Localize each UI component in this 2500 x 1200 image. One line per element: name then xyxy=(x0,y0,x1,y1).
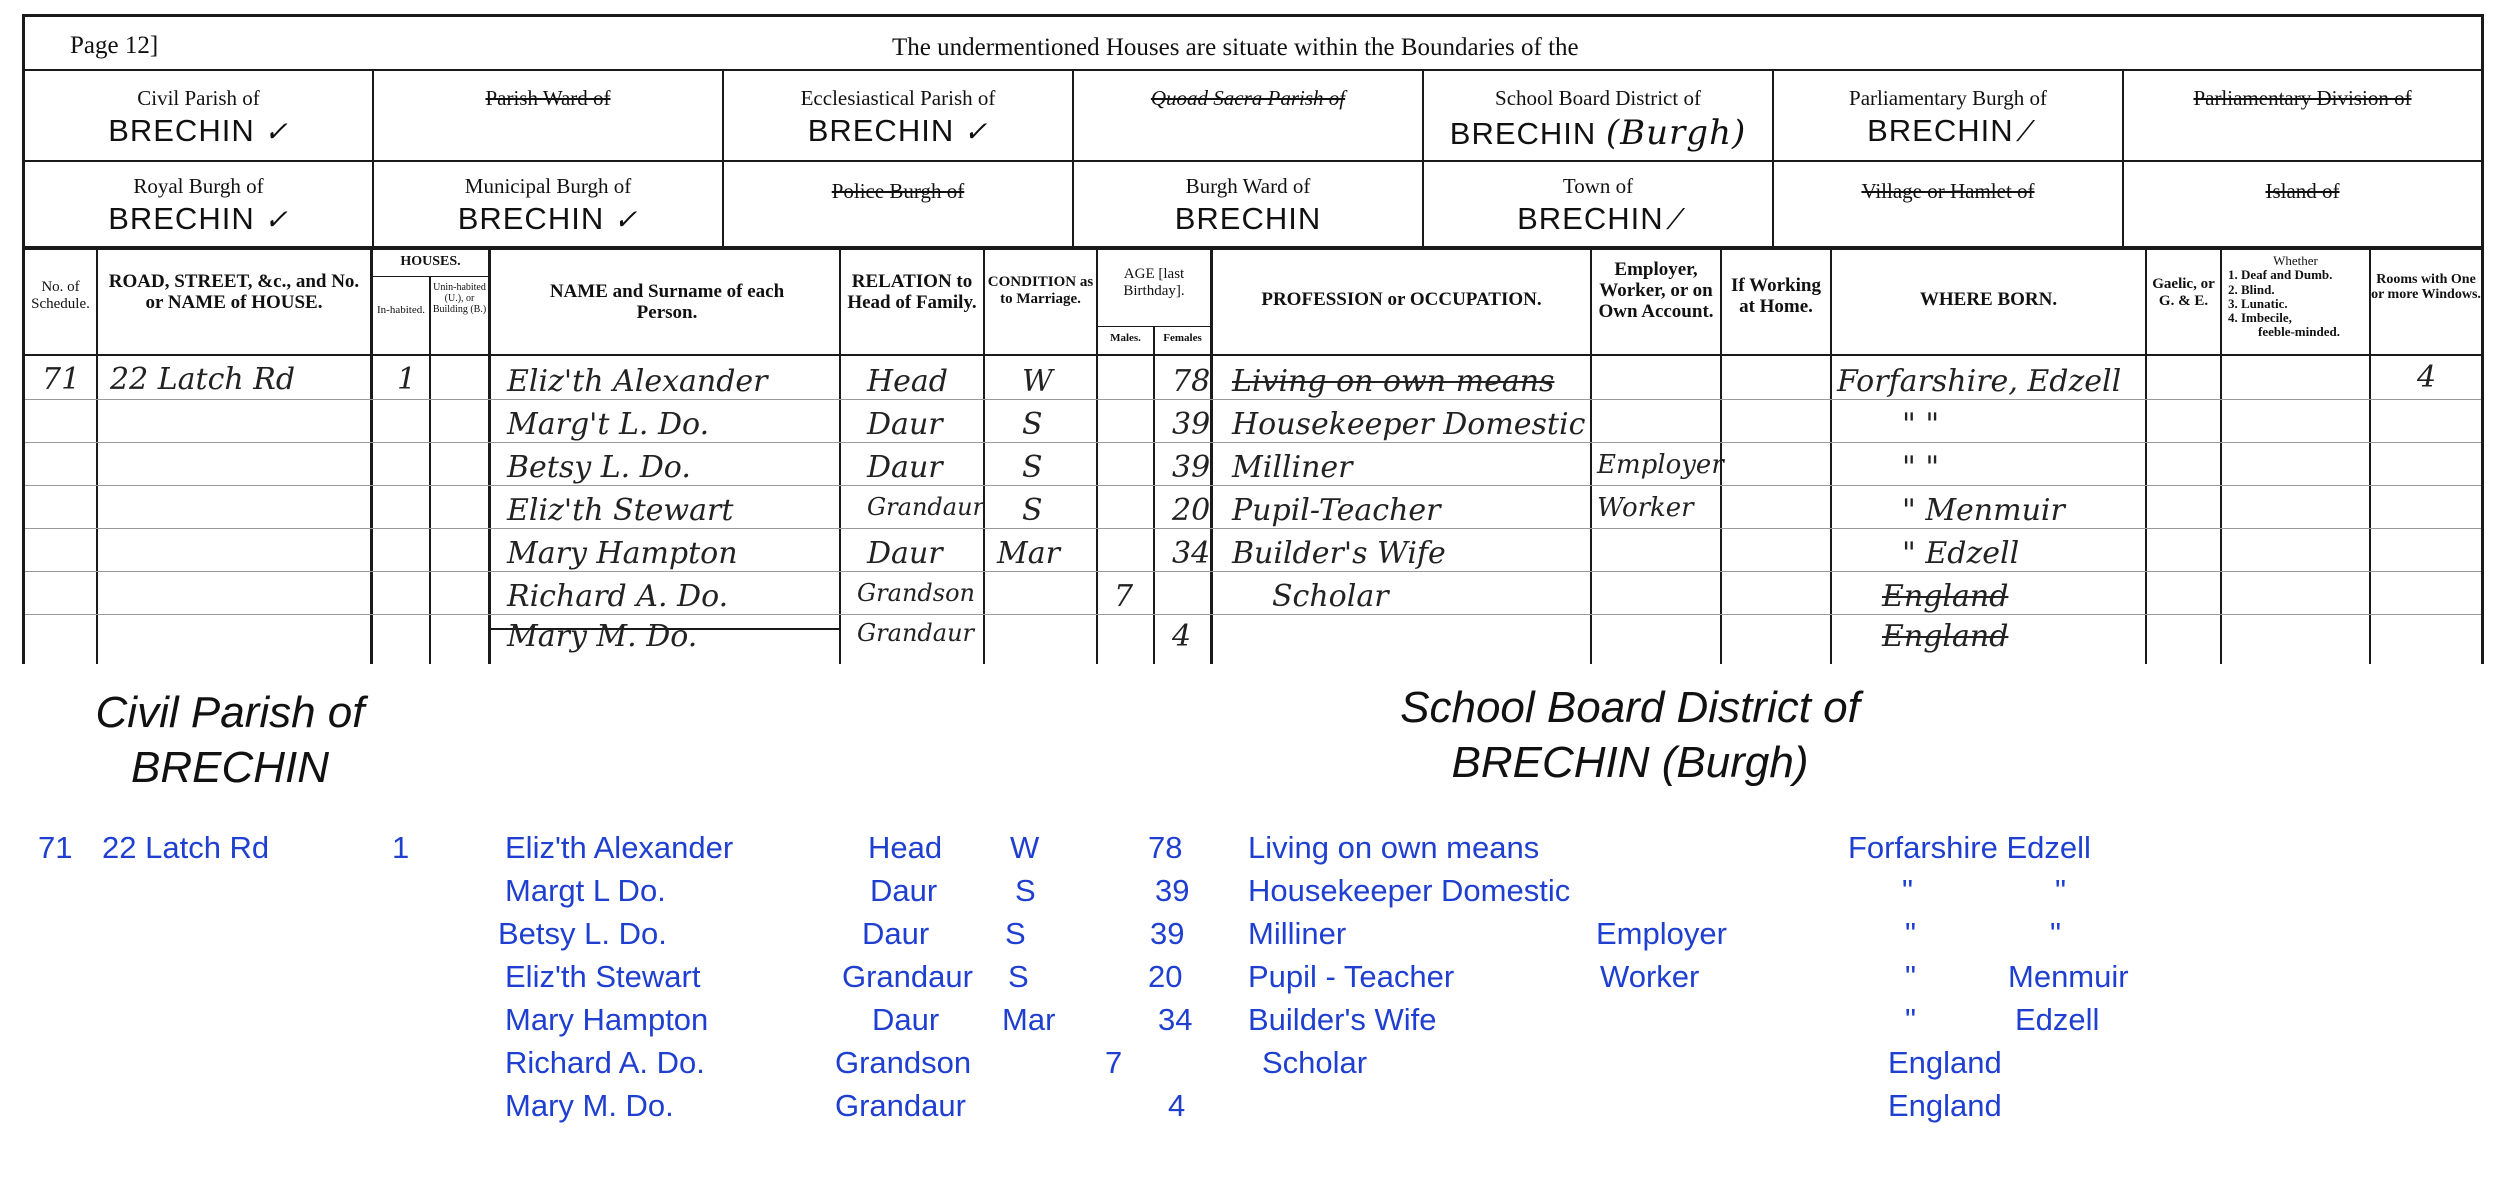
col-infirm: Whether 1. Deaf and Dumb. 2. Blind. 3. Lunatic. 4. Imbecile, feeble-minded. xyxy=(2228,253,2340,340)
royal-burgh-cell: Royal Burgh of BRECHIN ✓ xyxy=(108,174,289,236)
school-board-cell: School Board District of BRECHIN (Burgh) xyxy=(1449,86,1747,153)
col-employer: Employer, Worker, or on Own Account. xyxy=(1598,259,1714,322)
col-schedule: No. of Schedule. xyxy=(31,279,90,312)
village-cell: Village or Hamlet of xyxy=(1861,179,2035,203)
col-relation: RELATION to Head of Family. xyxy=(847,271,977,313)
col-rooms: Rooms with One or more Windows. xyxy=(2371,272,2481,303)
col-profession: PROFESSION or OCCUPATION. xyxy=(1261,289,1542,310)
parliamentary-burgh-cell: Parliamentary Burgh of BRECHIN ⁄ xyxy=(1849,86,2047,148)
transcription-right-title: School Board District of BRECHIN (Burgh) xyxy=(1400,683,1860,787)
parliamentary-division-cell: Parliamentary Division of xyxy=(2193,86,2412,110)
tr-schedule: 71 xyxy=(38,830,73,865)
hw-address: 22 Latch Rd xyxy=(110,362,296,397)
quoad-sacra-cell: Quoad Sacra Parish of xyxy=(1150,86,1346,110)
civil-parish-cell: Civil Parish of BRECHIN ✓ xyxy=(108,86,289,148)
col-name: NAME and Surname of each Person. xyxy=(549,281,785,323)
ecclesiastical-parish-cell: Ecclesiastical Parish of BRECHIN ✓ xyxy=(800,86,996,148)
col-working: If Working at Home. xyxy=(1731,275,1821,317)
col-gaelic: Gaelic, or G. & E. xyxy=(2152,276,2215,309)
town-cell: Town of BRECHIN ⁄ xyxy=(1517,174,1679,236)
police-burgh-cell: Police Burgh of xyxy=(831,179,965,203)
col-condition: CONDITION as to Marriage. xyxy=(987,274,1094,307)
col-males: Males. xyxy=(1110,332,1141,344)
municipal-burgh-cell: Municipal Burgh of BRECHIN ✓ xyxy=(457,174,639,236)
transcription-left-title: Civil Parish of BRECHIN xyxy=(95,688,365,792)
col-age: AGE [last Birthday]. xyxy=(1123,266,1185,299)
col-road: ROAD, STREET, &c., and No. or NAME of HOUSE. xyxy=(108,271,360,313)
tr-inhabited: 1 xyxy=(392,830,410,865)
col-uninhabited: Unin-habited (U.), or Building (B.) xyxy=(432,282,487,315)
parish-ward-cell: Parish Ward of xyxy=(485,86,611,110)
col-inhabited: In-habited. xyxy=(377,304,425,316)
col-born: WHERE BORN. xyxy=(1919,289,2058,310)
form-banner: The undermentioned Houses are situate within the Boundaries of the xyxy=(892,34,1579,61)
hw-schedule: 71 xyxy=(42,362,81,397)
tr-address: 22 Latch Rd xyxy=(102,830,270,865)
hw-rooms: 4 xyxy=(2417,360,2437,395)
page-number: Page 12] xyxy=(70,32,159,59)
col-houses: HOUSES. xyxy=(400,254,461,269)
census-form: Page 12] The undermentioned Houses are situate within the Boundaries of the Civil Parish of BRECHIN ✓ Parish Ward of Ecclesiastical Parish of BRECHIN ✓ Quoad Sacra Parish of School Board District of BRECHIN (Burgh) Parliamentary Burgh of BRECHIN ⁄ Parliamentary Division of Royal Burgh of BRECHIN ✓ Municipal Burgh of BRECHIN ✓ Police Burgh of Burgh Ward of BRECHIN Town of BRECHIN ⁄ Village or Hamlet of Island of No. of Schedule. ROAD, STREET, &c., and No. or NAME of HOUSE. HOUSES. In-habited. Unin-habited (U.), or Building (B.) NAME and Surname of each Person. RELATION to Head of Family. CONDITION as to Marriage. AGE [last Birthday]. Males. Females PROFESSION or OCCUPATION. Employer, Worker, or on Own Account. If Working at Home. WHERE BORN. Gaelic, or G. & E. Whether 1. Deaf and Dumb. 2. Blind. 3. Lunatic. 4. Imbecile, feeble-minded. Rooms with One or more Windows. 71 22 Latch Rd 1 4 Eliz'th Alexander Head W 78 Living on own means Forfarshire, Edzell Marg't L. Do. Daur S 39 Housekeeper Domestic " " Betsy L. Do. Daur S 39 Milliner Employer " " Eliz'th Stewart Grandaur S 20 Pupil-Teacher Worker " Menmuir Mary Hampton Daur Mar 34 Builder's Wife " Edzell Richard A. Do. Grandson 7 Scholar England Mary M. Do. Grandaur 4 England xyxy=(22,14,2484,664)
island-cell: Island of xyxy=(2265,179,2340,203)
col-females: Females xyxy=(1163,332,1202,344)
hw-inhabited: 1 xyxy=(397,362,417,397)
burgh-ward-cell: Burgh Ward of BRECHIN xyxy=(1174,174,1322,236)
